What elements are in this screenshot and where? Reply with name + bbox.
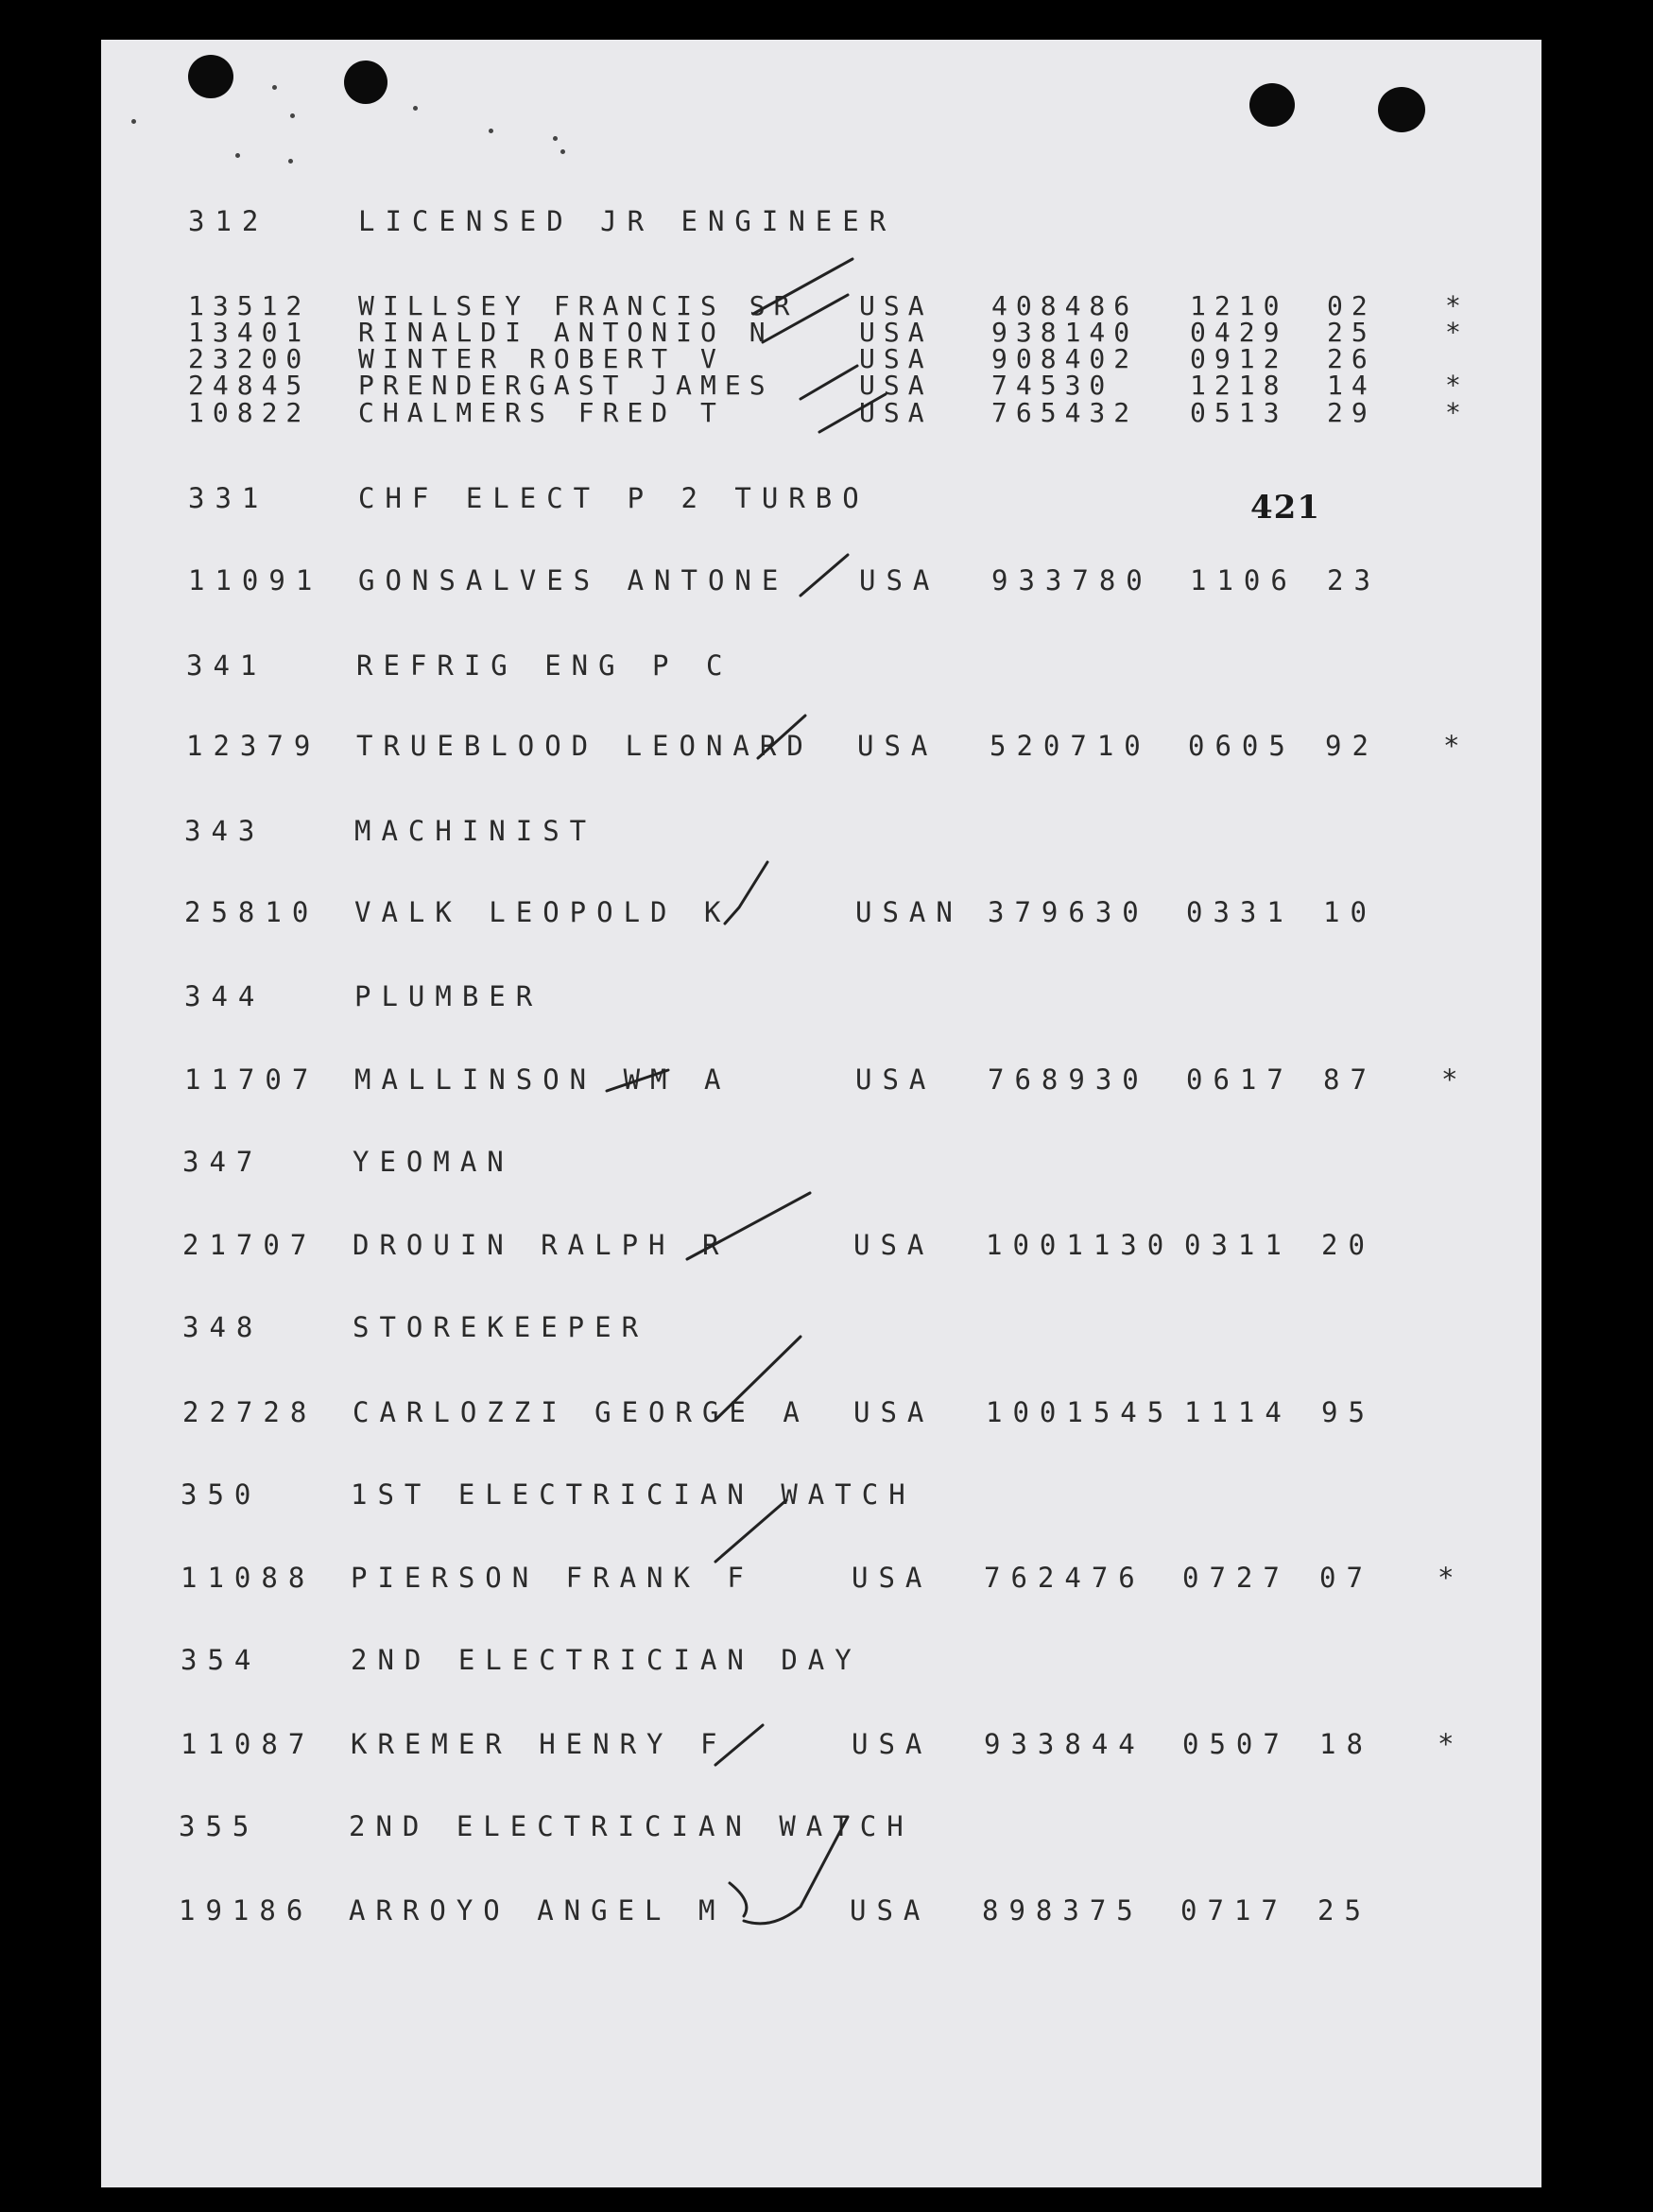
- section-title: CHF ELECT P 2 TURBO: [358, 482, 870, 514]
- entry-nat: USA: [855, 1063, 937, 1096]
- entry-num: 1001545: [986, 1396, 1175, 1428]
- entry-date: 1114: [1184, 1396, 1292, 1428]
- entry-nat: USA: [859, 370, 933, 401]
- entry-flag: *: [1445, 290, 1461, 321]
- entry-flag: *: [1438, 1562, 1455, 1594]
- entry-num: 898375: [982, 1894, 1144, 1927]
- entry-name: WINTER ROBERT V: [358, 343, 725, 374]
- section-title: REFRIG ENG P C: [356, 649, 733, 682]
- document-page: [101, 40, 1541, 2187]
- entry-name: TRUEBLOOD LEONARD: [356, 730, 814, 762]
- entry-yr: 25: [1327, 317, 1376, 348]
- section-title: PLUMBER: [354, 980, 543, 1012]
- entry-flag: *: [1438, 1728, 1455, 1760]
- section-code: 312: [188, 205, 269, 237]
- check-mark: [758, 716, 805, 758]
- entry-date: 0507: [1182, 1728, 1290, 1760]
- section-code: 355: [179, 1810, 260, 1842]
- entry-num: 520710: [990, 730, 1151, 762]
- entry-id: 11087: [181, 1728, 316, 1760]
- entry-num: 379630: [988, 896, 1149, 928]
- check-mark: [725, 862, 767, 924]
- entry-yr: 23: [1327, 564, 1381, 596]
- entry-date: 0727: [1182, 1562, 1290, 1594]
- entry-num: 933780: [991, 564, 1153, 596]
- entry-flag: *: [1445, 397, 1461, 428]
- entry-name: CHALMERS FRED T: [358, 397, 725, 428]
- entry-id: 24845: [188, 370, 311, 401]
- entry-name: MALLINSON WM A: [354, 1063, 732, 1096]
- entry-yr: 14: [1327, 370, 1376, 401]
- entry-id: 11707: [184, 1063, 319, 1096]
- entry-date: 0605: [1188, 730, 1296, 762]
- section-title: MACHINIST: [354, 815, 597, 847]
- entry-date: 0912: [1190, 343, 1288, 374]
- entry-nat: USA: [859, 343, 933, 374]
- entry-id: 10822: [188, 397, 311, 428]
- entry-date: 0311: [1184, 1229, 1292, 1261]
- check-mark: [801, 366, 857, 399]
- entry-nat: USA: [853, 1229, 935, 1261]
- entry-nat: USA: [859, 317, 933, 348]
- section-title: 1ST ELECTRICIAN WATCH: [351, 1478, 916, 1511]
- entry-id: 11088: [181, 1562, 316, 1594]
- entry-name: VALK LEOPOLD K: [354, 896, 732, 928]
- entry-name: DROUIN RALPH R: [353, 1229, 730, 1261]
- entry-nat: USAN: [855, 896, 963, 928]
- entry-yr: 29: [1327, 397, 1376, 428]
- entry-date: 0717: [1180, 1894, 1288, 1927]
- entry-name: ARROYO ANGEL M: [349, 1894, 726, 1927]
- entry-yr: 20: [1321, 1229, 1375, 1261]
- entry-id: 21707: [182, 1229, 318, 1261]
- entry-yr: 10: [1323, 896, 1377, 928]
- check-mark: [753, 259, 852, 314]
- entry-date: 0617: [1186, 1063, 1294, 1096]
- section-title: 2ND ELECTRICIAN DAY: [351, 1644, 862, 1676]
- entry-id: 19186: [179, 1894, 314, 1927]
- entry-id: 13512: [188, 290, 311, 321]
- entry-name: RINALDI ANTONIO N: [358, 317, 774, 348]
- entry-num: 74530: [991, 370, 1114, 401]
- entry-nat: USA: [859, 290, 933, 321]
- entry-id: 13401: [188, 317, 311, 348]
- entry-num: 1001130: [986, 1229, 1175, 1261]
- entry-flag: *: [1445, 370, 1461, 401]
- check-mark: [730, 1883, 747, 1916]
- entry-name: WILLSEY FRANCIS SR: [358, 290, 799, 321]
- section-code: 344: [184, 980, 266, 1012]
- entry-date: 0331: [1186, 896, 1294, 928]
- section-code: 350: [181, 1478, 262, 1511]
- entry-yr: 95: [1321, 1396, 1375, 1428]
- entry-num: 765432: [991, 397, 1139, 428]
- entry-nat: USA: [859, 564, 940, 596]
- entry-id: 25810: [184, 896, 319, 928]
- check-mark: [687, 1193, 810, 1259]
- section-code: 341: [186, 649, 267, 682]
- entry-yr: 25: [1317, 1894, 1371, 1927]
- entry-name: KREMER HENRY F: [351, 1728, 728, 1760]
- check-mark: [819, 394, 886, 432]
- entry-nat: USA: [857, 730, 938, 762]
- entry-name: PIERSON FRANK F: [351, 1562, 754, 1594]
- check-mark: [715, 1337, 801, 1420]
- entry-yr: 18: [1319, 1728, 1373, 1760]
- section-title: 2ND ELECTRICIAN WATCH: [349, 1810, 914, 1842]
- entry-id: 23200: [188, 343, 311, 374]
- check-mark: [715, 1500, 786, 1562]
- entry-name: PRENDERGAST JAMES: [358, 370, 774, 401]
- section-title: LICENSED JR ENGINEER: [358, 205, 897, 237]
- entry-date: 0513: [1190, 397, 1288, 428]
- entry-num: 408486: [991, 290, 1139, 321]
- entry-date: 0429: [1190, 317, 1288, 348]
- entry-nat: USA: [850, 1894, 931, 1927]
- entry-yr: 02: [1327, 290, 1376, 321]
- entry-num: 933844: [984, 1728, 1145, 1760]
- check-mark: [744, 1817, 848, 1924]
- entry-yr: 87: [1323, 1063, 1377, 1096]
- entry-id: 12379: [186, 730, 321, 762]
- entry-yr: 07: [1319, 1562, 1373, 1594]
- entry-flag: *: [1445, 317, 1461, 348]
- section-code: 343: [184, 815, 266, 847]
- section-title: YEOMAN: [353, 1146, 514, 1178]
- entry-num: 908402: [991, 343, 1139, 374]
- entry-date: 1106: [1190, 564, 1298, 596]
- entry-flag: *: [1441, 1063, 1458, 1096]
- check-marks: [101, 40, 1541, 2187]
- section-code: 348: [182, 1311, 264, 1343]
- entry-num: 938140: [991, 317, 1139, 348]
- section-title: STOREKEEPER: [353, 1311, 649, 1343]
- entry-date: 1210: [1190, 290, 1288, 321]
- section-code: 347: [182, 1146, 264, 1178]
- check-mark: [715, 1725, 763, 1765]
- entry-yr: 92: [1325, 730, 1379, 762]
- entry-id: 11091: [188, 564, 323, 596]
- entry-name: CARLOZZI GEORGE A: [353, 1396, 810, 1428]
- check-mark: [801, 555, 848, 596]
- entry-flag: *: [1443, 730, 1460, 762]
- check-mark: [607, 1070, 668, 1091]
- section-code: 354: [181, 1644, 262, 1676]
- entry-num: 768930: [988, 1063, 1149, 1096]
- entry-date: 1218: [1190, 370, 1288, 401]
- entry-id: 22728: [182, 1396, 318, 1428]
- entry-nat: USA: [859, 397, 933, 428]
- entry-num: 762476: [984, 1562, 1145, 1594]
- entry-nat: USA: [852, 1728, 933, 1760]
- entry-name: GONSALVES ANTONE: [358, 564, 789, 596]
- entry-nat: USA: [852, 1562, 933, 1594]
- entry-nat: USA: [853, 1396, 935, 1428]
- section-code: 331: [188, 482, 269, 514]
- entry-yr: 26: [1327, 343, 1376, 374]
- stamp-number: 421: [1250, 489, 1320, 527]
